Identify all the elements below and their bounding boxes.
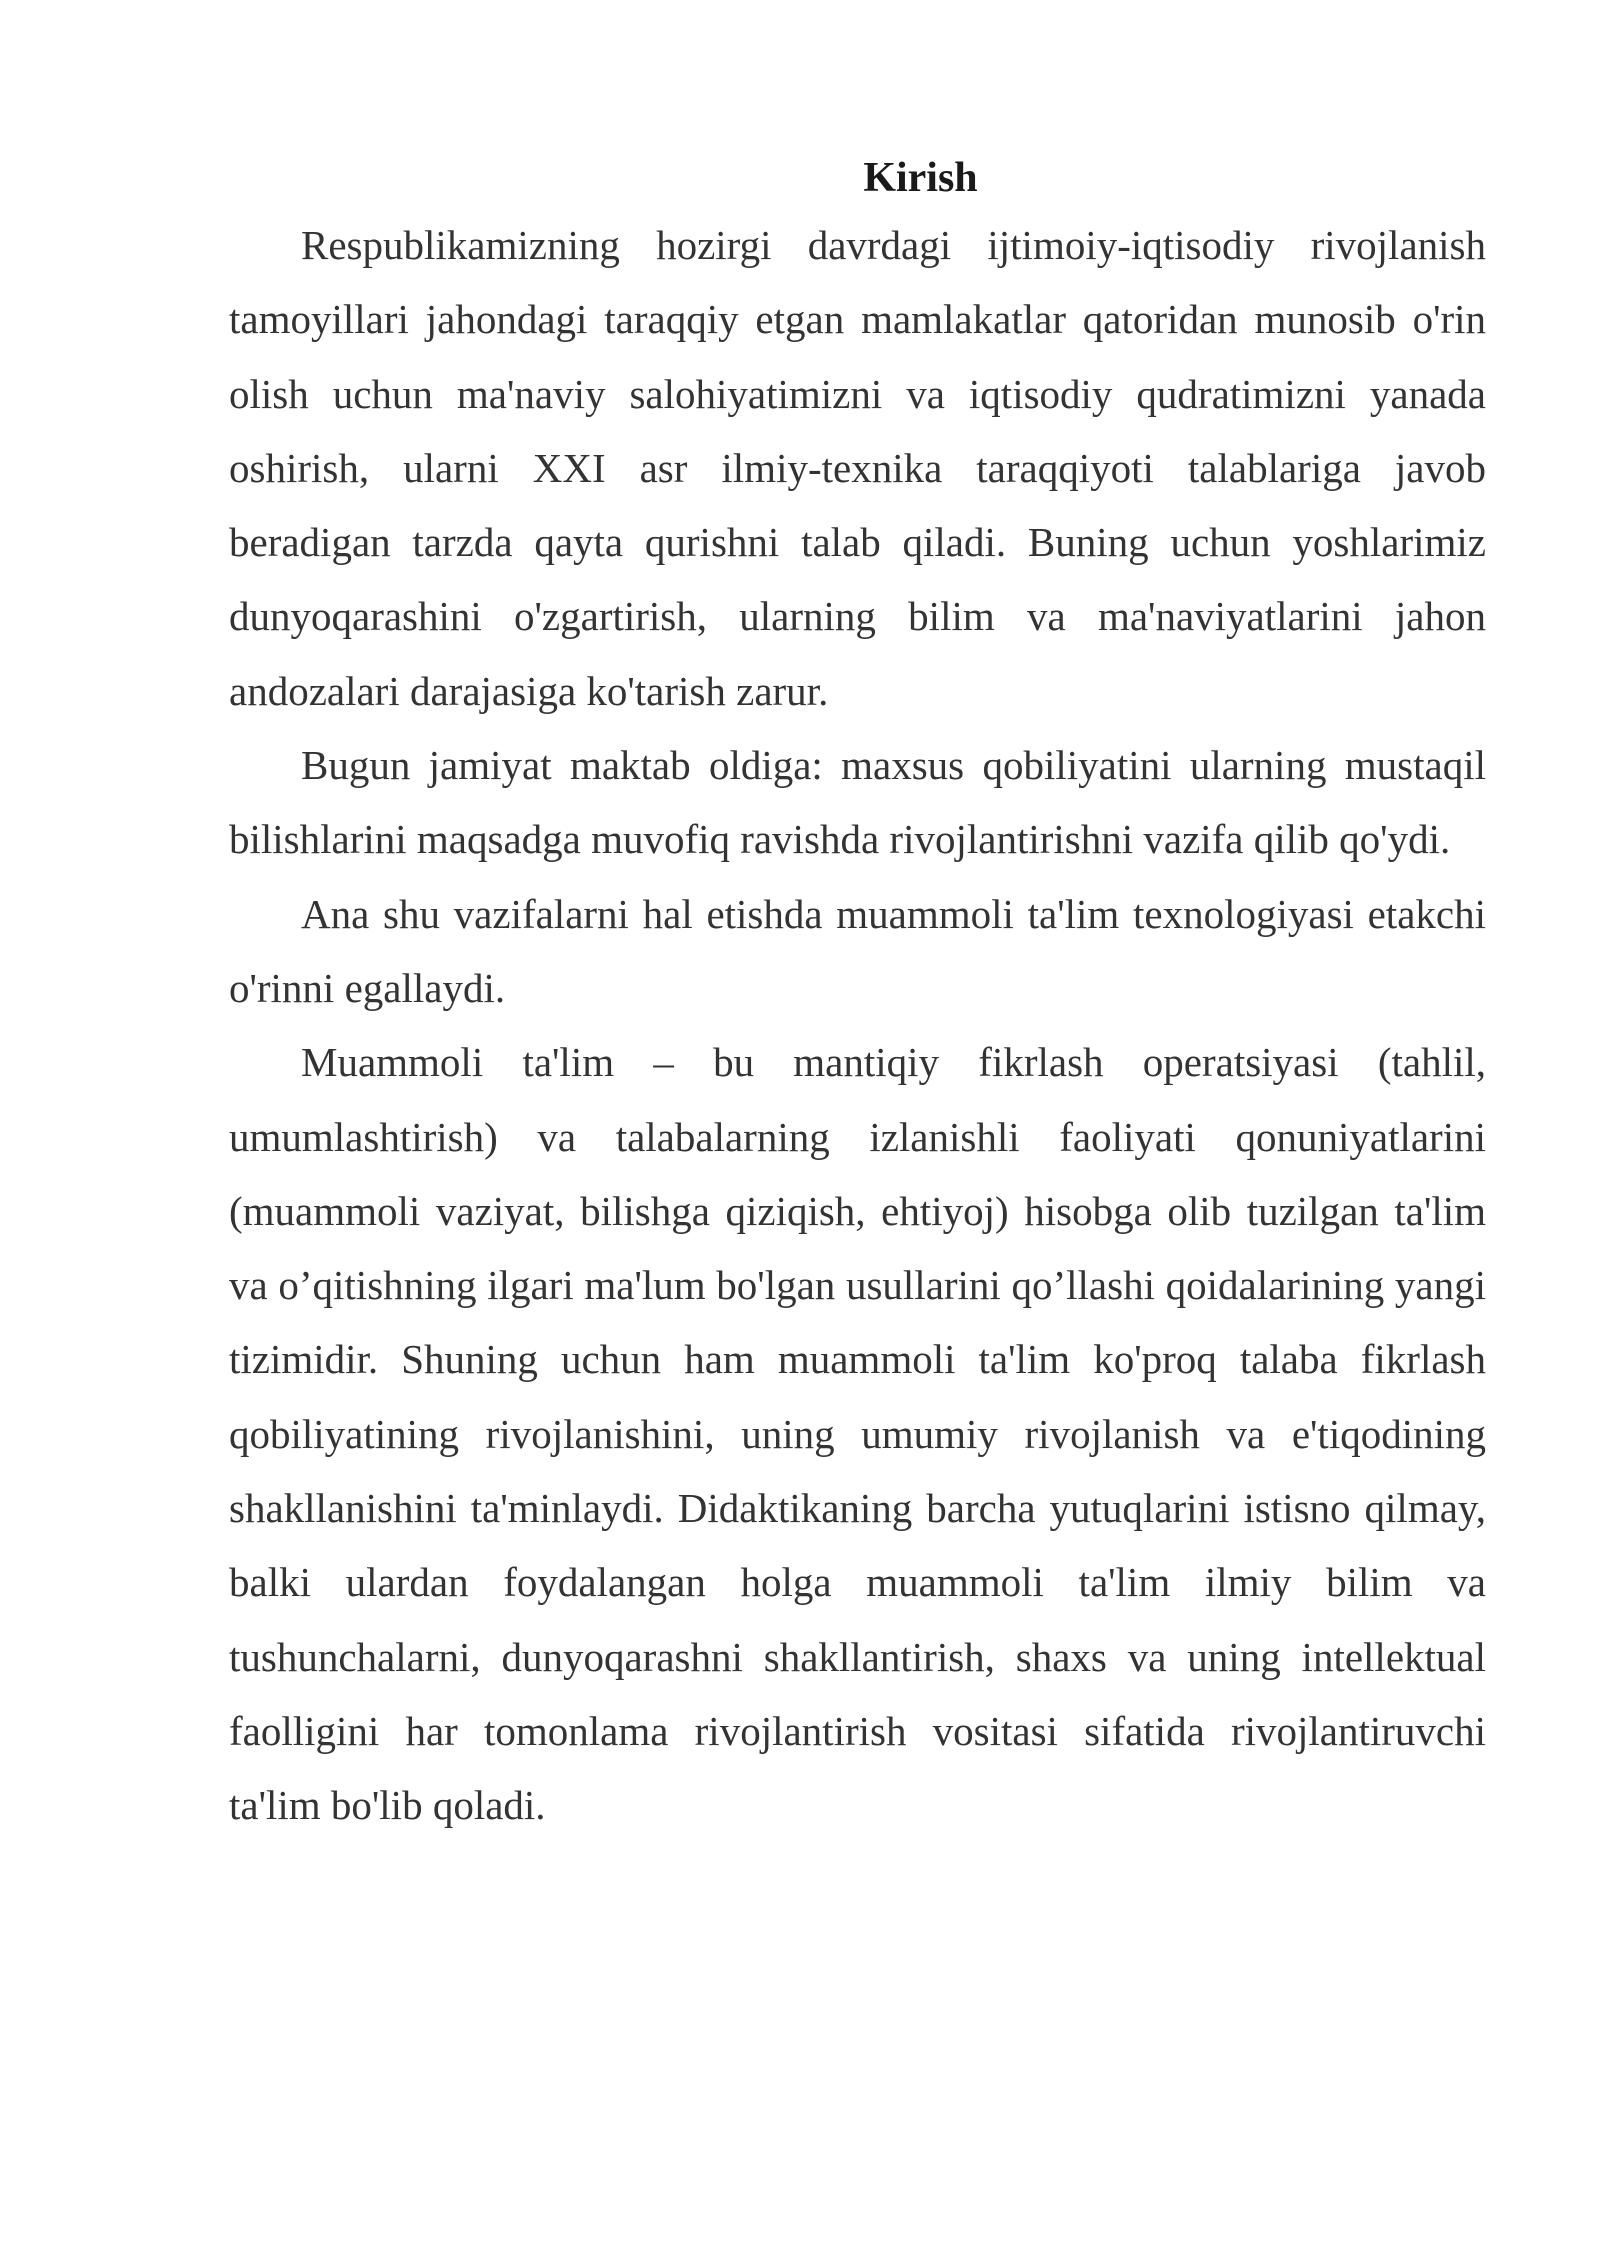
paragraph-2: Bugun jamiyat maktab oldiga: maxsus qobiliyatini ularning mustaqil bilishlarini maqsadga muvofiq ravishda rivojlantirishni vazifa qilib qo'ydi. (229, 742, 1486, 863)
document-body (229, 148, 1486, 1843)
paragraph-4: Muammoli ta'lim – bu mantiqiy fikrlash operatsiyasi (tahlil, umumlashtirish) va talabalarning izlanishli faoliyati qonuniyatlarini (muammoli vaziyat, bilishga qiziqish, ehtiyoj) hisobga olib tuzilgan ta'lim va o’qitishning ilgari ma'lum bo'lgan usullarini qo’llashi qoidalarining yangi tizimidir. Shuning uchun ham muammoli ta'lim ko'proq talaba fikrlash qobiliyatining rivojlanishini, uning umumiy rivojlanish va e'tiqodining shakllanishini ta'minlaydi. Didaktikaning barcha yutuqlarini istisno qilmay, balki ulardan foydalangan holga muammoli ta'lim ilmiy bilim va tushunchalarni, dunyoqarashni shakllantirish, shaxs va uning intellektual faolligini har tomonlama rivojlantirish vositasi sifatida rivojlantiruvchi ta'lim bo'lib qoladi. (229, 1039, 1486, 1829)
document-title: Kirish (863, 155, 978, 201)
paragraph-3: Ana shu vazifalarni hal etishda muammoli ta'lim texnologiyasi etakchi o'rinni egallaydi. (229, 890, 1486, 1011)
paragraph-1: Respublikamizning hozirgi davrdagi ijtimoiy-iqtisodiy rivojlanish tamoyillari jahondagi taraqqiy etgan mamlakatlar qatoridan munosib o'rin olish uchun ma'naviy salohiyatimizni va iqtisodiy qudratimizni yanada oshirish, ularni XXI asr ilmiy-texnika taraqqiyoti talablariga javob beradigan tarzda qayta qurishni talab qiladi. Buning uchun yoshlarimiz dunyoqarashini o'zgartirish, ularning bilim va ma'naviyatlarini jahon andozalari darajasiga ko'tarish zarur. (229, 222, 1486, 714)
